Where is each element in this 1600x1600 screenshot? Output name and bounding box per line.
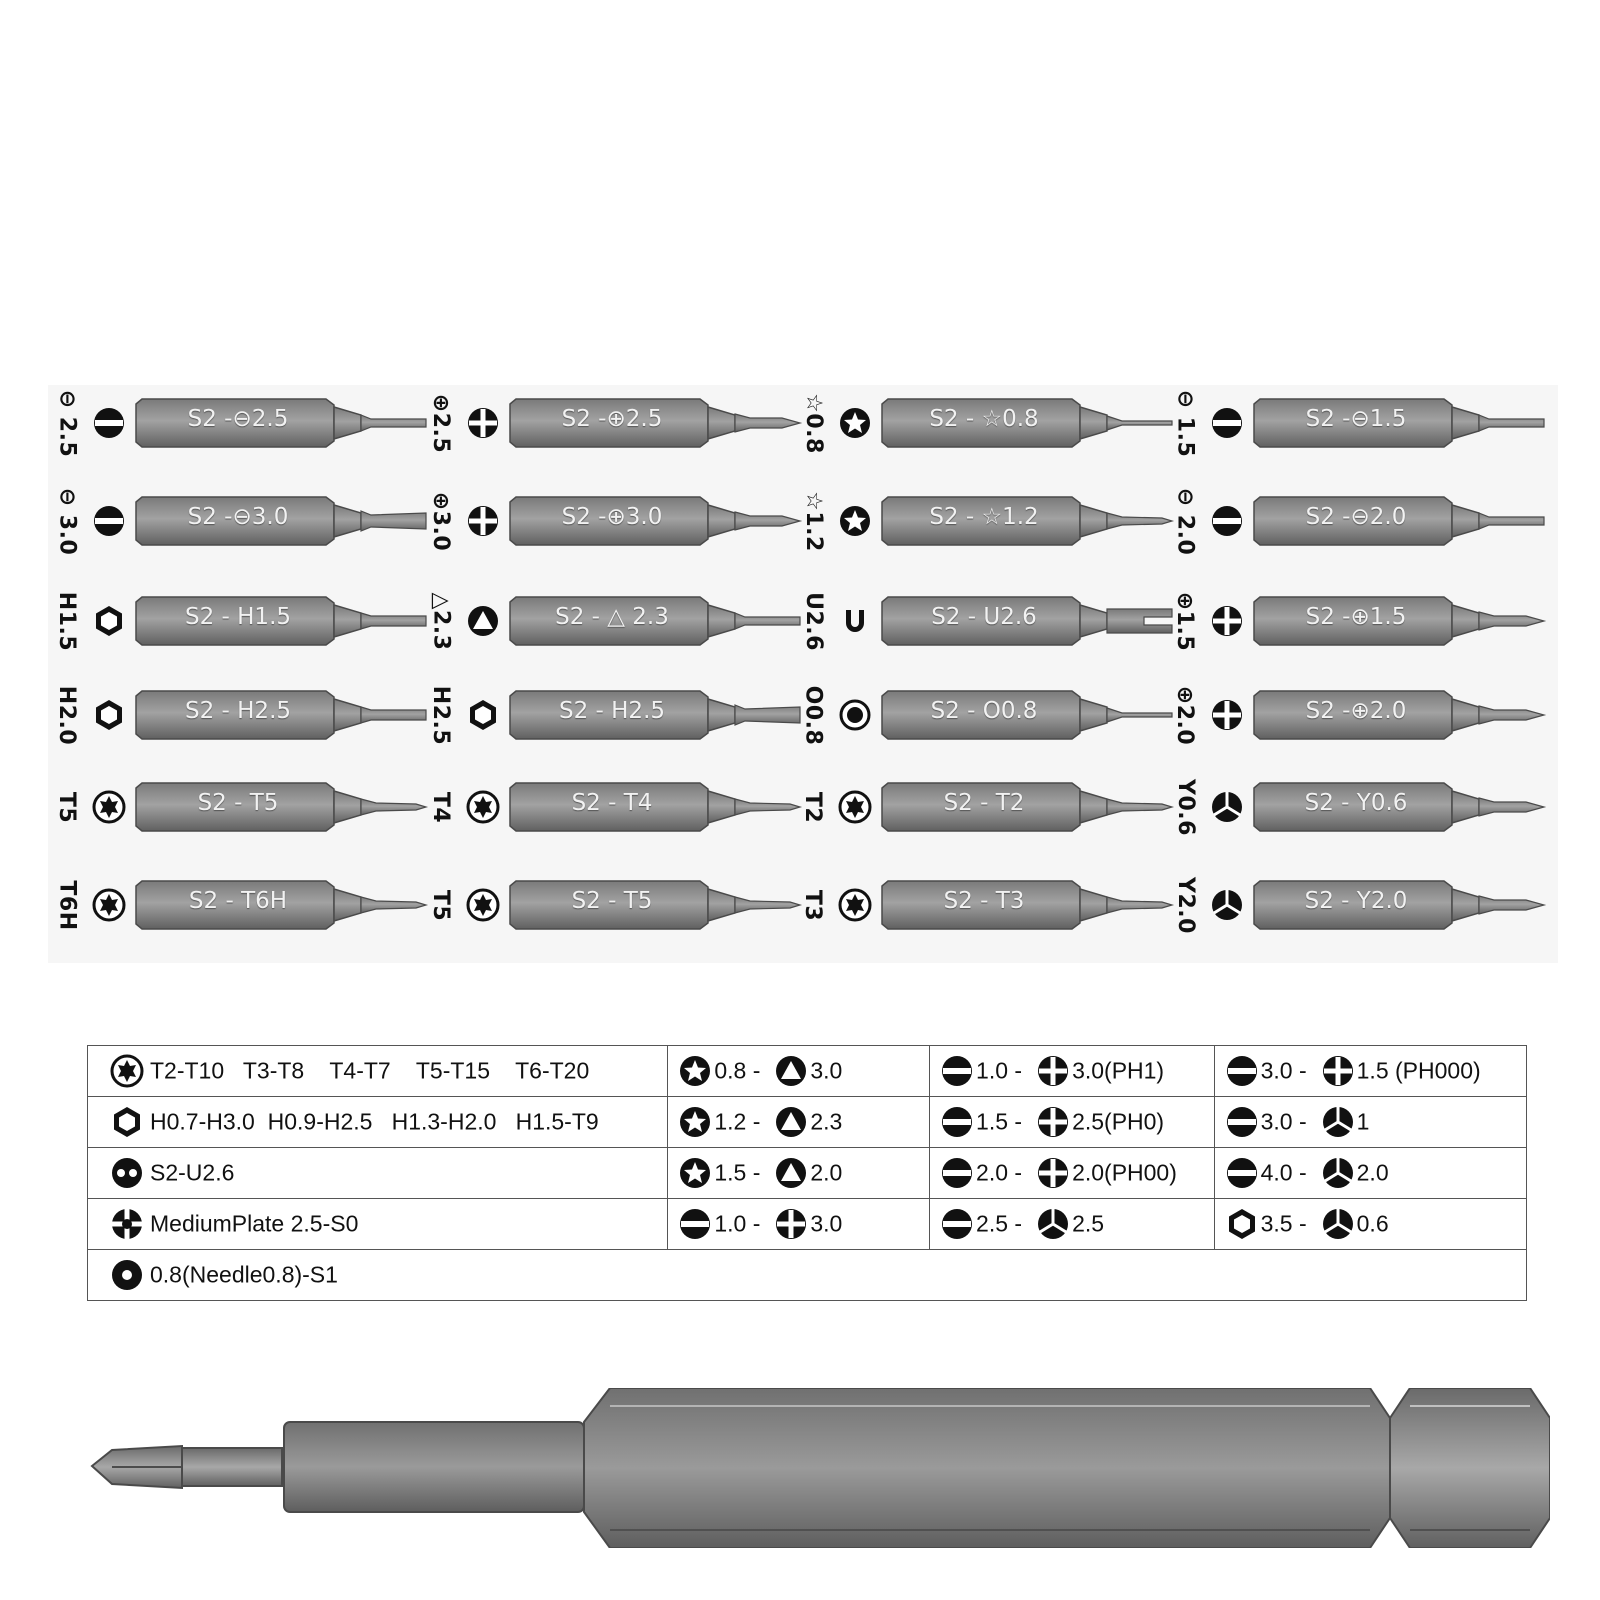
bit-name: S2 - ☆1.2: [929, 504, 1039, 530]
bit-name: S2 - T4: [571, 790, 653, 816]
phillips-icon: [1321, 1054, 1355, 1088]
two-hole-icon: [110, 1156, 144, 1190]
bit-size-label: H1.5: [54, 591, 80, 651]
bit-size-label: U2.6: [800, 591, 826, 651]
phillips-icon: [1210, 698, 1244, 732]
spec-cell: [88, 1250, 1527, 1301]
bit-item: [1172, 591, 1542, 651]
phillips-icon: [1036, 1156, 1070, 1190]
hex-icon: [1225, 1207, 1259, 1241]
bit-item: [54, 777, 424, 837]
tri-wing-icon: [1321, 1156, 1355, 1190]
spec-text: S2-U2.6: [150, 1159, 235, 1186]
spec-value: 2.3: [810, 1108, 843, 1135]
bit-size-label: H2.5: [428, 685, 454, 745]
pentalobe-icon: [838, 406, 872, 440]
spec-cell: [930, 1148, 1215, 1199]
bit-name: S2 - T3: [943, 888, 1025, 914]
spec-cell: [930, 1199, 1215, 1250]
bit-name: S2 - Y2.0: [1304, 888, 1408, 914]
bit-name: S2 - T5: [197, 790, 279, 816]
bit-name: S2 - U2.6: [931, 604, 1037, 630]
spec-value: 2.0(PH00): [1072, 1159, 1177, 1186]
bit-name: S2 - T2: [943, 790, 1025, 816]
tri-wing-icon: [1321, 1105, 1355, 1139]
spec-cell: [88, 1199, 668, 1250]
hex-icon: [110, 1105, 144, 1139]
bit-size-label: ⊖ 1.5: [1172, 389, 1198, 457]
slotted-icon: [678, 1207, 712, 1241]
triangle-icon: [774, 1156, 808, 1190]
bit-item: [428, 491, 798, 551]
hex-icon: [466, 698, 500, 732]
bit-name: S2 - O0.8: [930, 698, 1038, 724]
bit-item: [800, 591, 1170, 651]
spec-row: [88, 1097, 1527, 1148]
bit-item: [54, 591, 424, 651]
spec-text: T2-T10 T3-T8 T4-T7 T5-T15 T6-T20: [150, 1057, 590, 1084]
bit-name: S2 -⊖1.5: [1305, 406, 1407, 432]
bit-item: [800, 777, 1170, 837]
spec-cell: [88, 1148, 668, 1199]
tri-wing-icon: [1036, 1207, 1070, 1241]
bit-name: S2 - T5: [571, 888, 653, 914]
phillips-icon: [774, 1207, 808, 1241]
bit-size-label: Y0.6: [1172, 778, 1198, 836]
spec-value: 4.0 -: [1260, 1159, 1307, 1186]
spec-cell: [668, 1097, 930, 1148]
bit-size-label: ⊕1.5: [1172, 591, 1198, 651]
bit-name: S2 -⊕2.0: [1305, 698, 1407, 724]
pentalobe-icon: [838, 504, 872, 538]
bit-name: S2 -⊖3.0: [187, 504, 289, 530]
phillips-icon: [1036, 1054, 1070, 1088]
spec-cell: [1214, 1097, 1526, 1148]
bit-item: [428, 591, 798, 651]
bit-name: S2 - Y0.6: [1304, 790, 1408, 816]
bit-item: [800, 491, 1170, 551]
spec-value: 0.6: [1356, 1210, 1389, 1237]
bit-size-label: Y2.0: [1172, 876, 1198, 934]
bit-size-label: T5: [428, 889, 454, 921]
spec-cell: [1214, 1046, 1526, 1097]
torx-icon: [466, 790, 500, 824]
spec-value: 2.0 -: [976, 1159, 1023, 1186]
spec-cell: [930, 1046, 1215, 1097]
spec-text: H0.7-H3.0 H0.9-H2.5 H1.3-H2.0 H1.5-T9: [150, 1108, 599, 1135]
bit-size-label: O0.8: [800, 685, 826, 745]
bit-item: [800, 393, 1170, 453]
spec-row: [88, 1199, 1527, 1250]
torx-icon: [838, 790, 872, 824]
spec-value: 2.5(PH0): [1072, 1108, 1165, 1135]
slotted-icon: [940, 1207, 974, 1241]
bit-size-label: ☆1.2: [800, 490, 826, 552]
medium-plate-icon: [110, 1207, 144, 1241]
spec-value: 3.5 -: [1260, 1210, 1307, 1237]
spec-value: 1.5 (PH000): [1356, 1057, 1481, 1084]
spec-value: 1.0 -: [976, 1057, 1023, 1084]
bit-item: [428, 777, 798, 837]
bit-item: [54, 487, 424, 555]
spec-cell: [930, 1097, 1215, 1148]
bit-grid: [48, 385, 1558, 963]
spec-cell: [1214, 1199, 1526, 1250]
phillips-icon: [466, 406, 500, 440]
pentalobe-icon: [678, 1054, 712, 1088]
tri-wing-icon: [1321, 1207, 1355, 1241]
spec-value: 1.2 -: [714, 1108, 761, 1135]
spec-value: 2.0: [810, 1159, 843, 1186]
bit-size-label: T2: [800, 791, 826, 823]
phillips-icon: [466, 504, 500, 538]
bit-name: S2 - H1.5: [184, 604, 292, 630]
triangle-icon: [466, 604, 500, 638]
slotted-icon: [1225, 1156, 1259, 1190]
bit-size-label: ⊖ 2.0: [1172, 487, 1198, 555]
circle-icon: [838, 698, 872, 732]
spec-cell: [668, 1148, 930, 1199]
spec-value: 3.0 -: [1260, 1108, 1307, 1135]
spec-value: 3.0: [810, 1210, 843, 1237]
triangle-icon: [774, 1054, 808, 1088]
bit-name: S2 - T6H: [188, 888, 288, 914]
bit-name: S2 -⊖2.5: [187, 406, 289, 432]
slotted-icon: [1210, 406, 1244, 440]
bit-size-label: T3: [800, 889, 826, 921]
phillips-icon: [1210, 604, 1244, 638]
spec-row: [88, 1046, 1527, 1097]
spec-value: 2.5: [1072, 1210, 1105, 1237]
tri-wing-icon: [1210, 790, 1244, 824]
slotted-icon: [92, 406, 126, 440]
bit-size-label: ⊖ 3.0: [54, 487, 80, 555]
bit-item: [54, 685, 424, 745]
bit-size-label: ⊕2.5: [428, 393, 454, 453]
large-driver-bit-image: [90, 1388, 1550, 1548]
bit-item: [54, 389, 424, 457]
spec-value: 0.8 -: [714, 1057, 761, 1084]
bit-size-label: H2.0: [54, 685, 80, 745]
bit-item: [1172, 875, 1542, 935]
slotted-icon: [1210, 504, 1244, 538]
pentalobe-icon: [678, 1156, 712, 1190]
spec-cell: [668, 1046, 930, 1097]
slotted-icon: [1225, 1105, 1259, 1139]
hex-icon: [92, 604, 126, 638]
spec-value: 3.0(PH1): [1072, 1057, 1165, 1084]
bit-name: S2 -⊕2.5: [561, 406, 663, 432]
slotted-icon: [1225, 1054, 1259, 1088]
bit-name: S2 - ☆0.8: [929, 406, 1039, 432]
bit-name: S2 - △ 2.3: [555, 604, 669, 630]
bit-name: S2 -⊖2.0: [1305, 504, 1407, 530]
u-icon: [838, 604, 872, 638]
torx-icon: [92, 888, 126, 922]
spec-text: MediumPlate 2.5-S0: [150, 1210, 359, 1237]
spec-cell: [88, 1046, 668, 1097]
spec-value: 2.0: [1356, 1159, 1389, 1186]
torx-icon: [838, 888, 872, 922]
slotted-icon: [940, 1156, 974, 1190]
bit-item: [1172, 487, 1542, 555]
bit-item: [800, 685, 1170, 745]
torx-icon: [92, 790, 126, 824]
spec-row: [88, 1250, 1527, 1301]
bit-name: S2 - H2.5: [558, 698, 666, 724]
bit-item: [1172, 777, 1542, 837]
bit-item: [54, 875, 424, 935]
triangle-icon: [774, 1105, 808, 1139]
spec-value: 3.0: [810, 1057, 843, 1084]
bit-size-label: T4: [428, 791, 454, 823]
spec-value: 1.0 -: [714, 1210, 761, 1237]
bit-size-label: T5: [54, 791, 80, 823]
spec-cell: [88, 1097, 668, 1148]
bit-name: S2 - H2.5: [184, 698, 292, 724]
bit-size-label: ⊖ 2.5: [54, 389, 80, 457]
bit-item: [428, 393, 798, 453]
torx-icon: [110, 1054, 144, 1088]
spec-value: 1.5 -: [976, 1108, 1023, 1135]
bit-size-label: ⊕3.0: [428, 491, 454, 551]
bit-size-label: T6H: [54, 879, 80, 931]
slotted-icon: [940, 1054, 974, 1088]
tri-wing-icon: [1210, 888, 1244, 922]
bit-item: [800, 875, 1170, 935]
spec-value: 1.5 -: [714, 1159, 761, 1186]
slotted-icon: [92, 504, 126, 538]
spec-text: 0.8(Needle0.8)-S1: [150, 1261, 338, 1288]
spec-cell: [1214, 1148, 1526, 1199]
phillips-icon: [1036, 1105, 1070, 1139]
pentalobe-icon: [678, 1105, 712, 1139]
bit-size-label: △2.3: [428, 592, 454, 650]
spec-value: 1: [1356, 1108, 1370, 1135]
spec-row: [88, 1148, 1527, 1199]
bit-item: [1172, 389, 1542, 457]
bit-item: [1172, 685, 1542, 745]
slotted-icon: [940, 1105, 974, 1139]
bit-name: S2 -⊕3.0: [561, 504, 663, 530]
hex-icon: [92, 698, 126, 732]
bit-item: [428, 685, 798, 745]
spec-value: 3.0 -: [1260, 1057, 1307, 1084]
spec-value: 2.5 -: [976, 1210, 1023, 1237]
bit-size-label: ⊕2.0: [1172, 685, 1198, 745]
bit-item: [428, 875, 798, 935]
needle-icon: [110, 1258, 144, 1292]
torx-icon: [466, 888, 500, 922]
spec-table: [87, 1045, 1527, 1301]
bit-size-label: ☆0.8: [800, 392, 826, 454]
bit-name: S2 -⊕1.5: [1305, 604, 1407, 630]
spec-cell: [668, 1199, 930, 1250]
